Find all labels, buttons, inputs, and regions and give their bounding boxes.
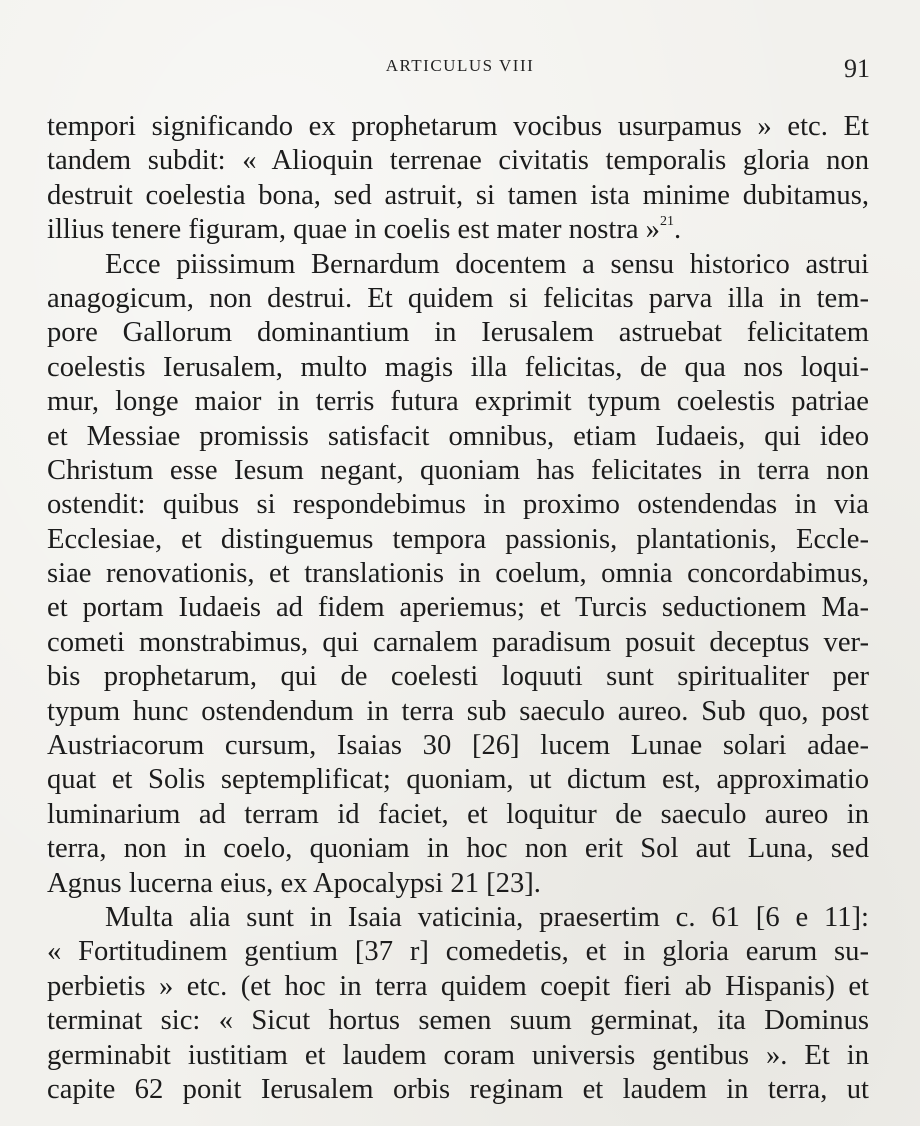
text-line: bis prophetarum, qui de coelesti loquuti sunt spiritualiter per (47, 661, 869, 693)
text-line: et Messiae promissis satisfacit omnibus, etiam Iudaeis, qui ideo (47, 420, 869, 452)
text-line (47, 213, 869, 247)
text-line: pore Gallorum dominantium in Ierusalem astruebat felicitatem (47, 317, 869, 349)
footnote-reference: 21 (659, 214, 674, 230)
body-text (47, 110, 869, 1107)
text-line: Multa alia sunt in Isaia vaticinia, praesertim c. 61 [6 e 11]: (105, 901, 869, 933)
text-line: Austriacorum cursum, Isaias 30 [26] lucem Lunae solari adae- (47, 730, 869, 762)
text-line: germinabit iustitiam et laudem coram universis gentibus ». Et in (47, 1039, 869, 1071)
text-line: « Fortitudinem gentium [37 r] comedetis, et in gloria earum su- (47, 936, 869, 968)
text-line: siae renovationis, et translationis in coelum, omnia concordabimus, (47, 558, 869, 590)
text-fragment: . (673, 214, 682, 246)
text-line: ostendit: quibus si respondebimus in proximo ostendendas in via (47, 489, 869, 521)
running-title: ARTICULUS VIII (385, 56, 535, 75)
text-line: perbietis » etc. (et hoc in terra quidem coepit fieri ab Hispanis) et (47, 970, 869, 1002)
text-line: destruit coelestia bona, sed astruit, si tamen ista minime dubitamus, (47, 179, 869, 211)
text-line: mur, longe maior in terris futura exprimit typum coelestis patriae (47, 386, 869, 418)
text-line: Christum esse Iesum negant, quoniam has felicitates in terra non (47, 454, 869, 486)
text-line: capite 62 ponit Ierusalem orbis reginam et laudem in terra, ut (47, 1073, 869, 1105)
text-line: anagogicum, non destrui. Et quidem si felicitas parva illa in tem- (47, 282, 869, 314)
text-line: typum hunc ostendendum in terra sub saeculo aureo. Sub quo, post (47, 695, 869, 727)
text-line: luminarium ad terram id faciet, et loquitur de saeculo aureo in (47, 798, 869, 830)
text-line: Ecce piissimum Bernardum docentem a sensu historico astrui (105, 248, 869, 280)
page-number: 91 (844, 54, 870, 83)
text-line: tandem subdit: « Alioquin terrenae civitatis temporalis gloria non (47, 145, 869, 177)
text-line: et portam Iudaeis ad fidem aperiemus; et Turcis seductionem Ma- (47, 592, 869, 624)
text-line: terminat sic: « Sicut hortus semen suum germinat, ita Dominus (47, 1005, 869, 1037)
text-line: tempori significando ex prophetarum vocibus usurpamus » etc. Et (47, 111, 869, 142)
text-line: Agnus lucerna eius, ex Apocalypsi 21 [23]. (47, 867, 541, 899)
text-line: cometi monstrabimus, qui carnalem paradisum posuit deceptus ver- (47, 626, 869, 658)
text-line: quat et Solis septemplificat; quoniam, ut dictum est, approximatio (47, 764, 869, 796)
text-line: terra, non in coelo, quoniam in hoc non erit Sol aut Luna, sed (47, 833, 869, 865)
text-line: coelestis Ierusalem, multo magis illa felicitas, de qua nos loqui- (47, 351, 869, 383)
text-fragment: illius tenere figuram, quae in coelis est mater nostra » (47, 214, 660, 246)
text-line: Ecclesiae, et distinguemus tempora passionis, plantationis, Eccle- (47, 523, 869, 555)
